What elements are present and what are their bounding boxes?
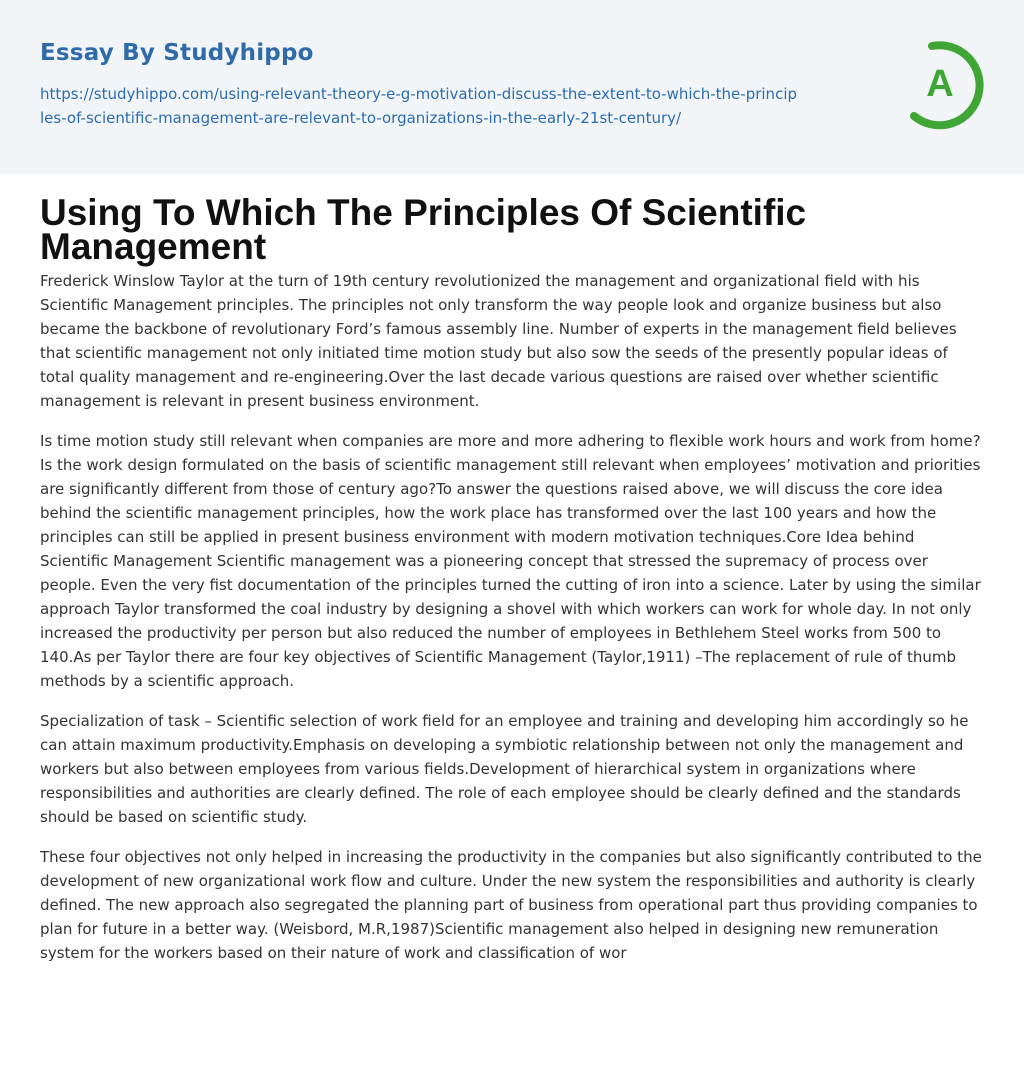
article-paragraph: Frederick Winslow Taylor at the turn of 19th century revolutionized the management and organizational field with his Scientific Management principles. The principles not only transform the way people look and organize business but also became the backbone of revolutionary Ford’s famous assembly line. Number of experts in the management field believes that scientific management not only initiated time motion study but also sow the seeds of the presently popular ideas of total quality management and re-engineering.Over the last decade various questions are raised over whether scientific management is relevant in present business environment.	[40, 272, 957, 410]
article-body	[40, 269, 986, 965]
article-paragraph: These four objectives not only helped in increasing the productivity in the companies but also significantly contributed to the development of new organizational work flow and culture. Under the new system the responsibilities and authority is clearly defined. The new approach also segregated the planning part of business from operational part thus providing companies to plan for future in a better way. (Weisbord, M.R,1987)Scientific management also helped in designing new remuneration system for the workers based on their nature of work and classification of wor	[40, 848, 982, 962]
logo-letter: A	[926, 63, 954, 105]
essay-url-link[interactable]: https://studyhippo.com/using-relevant-theory-e-g-motivation-discuss-the-extent-to-which-the-principles-of-scientific-management-are-relevant-to-organizations-in-the-early-21st-century/	[40, 85, 798, 127]
article-paragraph: Is time motion study still relevant when companies are more and more adhering to flexible work hours and work from home? Is the work design formulated on the basis of scientific management still relevant when employees’ motivation and priorities are significantly different from those of century ago?To answer the questions raised above, we will discuss the core idea behind the scientific management principles, how the work place has transformed over the last 100 years and how the principles can still be applied in present business environment with modern motivation techniques.Core Idea behind Scientific Management Scientific management was a pioneering concept that stressed the supremacy of process over people. Even the very fist documentation of the principles turned the cutting of iron into a science. Later by using the similar approach Taylor transformed the coal industry by designing a shovel with which workers can work for whole day. In not only increased the productivity per person but also reduced the number of employees in Bethlehem Steel works from 500 to 140.As per Taylor there are four key objectives of Scientific Management (Taylor,1911) –The replacement of rule of thumb methods by a scientific approach.	[40, 432, 981, 690]
site-header	[0, 0, 1024, 174]
site-brand[interactable]: Essay By Studyhippo	[40, 40, 314, 66]
article-paragraph: Specialization of task – Scientific selection of work field for an employee and training and developing him accordingly so he can attain maximum productivity.Emphasis on developing a symbiotic relationship between not only the management and workers but also between employees from various fields.Development of hierarchical system in organizations where responsibilities and authorities are clearly defined. The role of each employee should be clearly defined and the standards should be based on scientific study.	[40, 712, 969, 826]
article-title: Using To Which The Principles Of Scientific Management	[40, 192, 807, 267]
article	[40, 192, 986, 981]
studyhippo-logo-icon[interactable]	[900, 38, 992, 130]
